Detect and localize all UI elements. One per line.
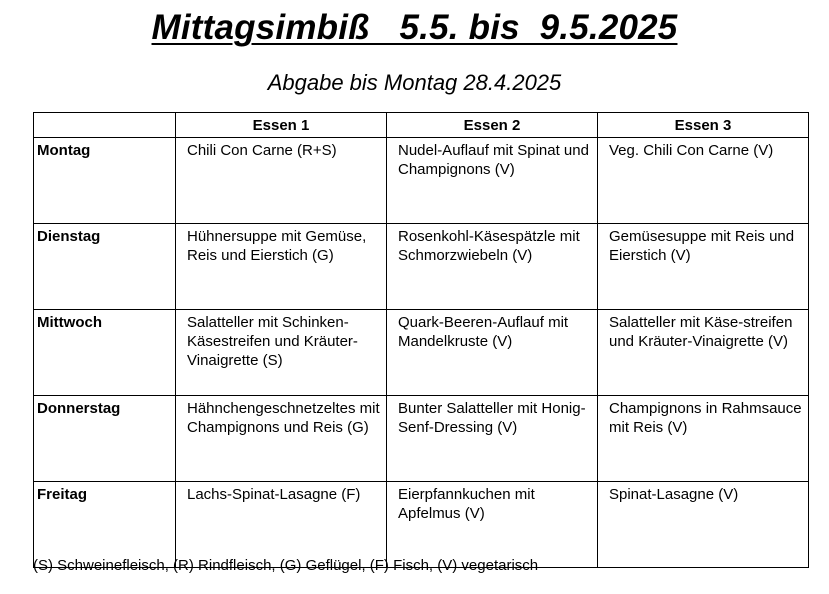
meal-cell: Nudel-Auflauf mit Spinat und Champignons (V) <box>387 138 598 224</box>
meal-cell: Spinat-Lasagne (V) <box>598 482 809 568</box>
menu-table <box>33 112 809 568</box>
meal-cell: Gemüsesuppe mit Reis und Eierstich (V) <box>598 224 809 310</box>
table-row-donnerstag <box>34 396 809 482</box>
meal-cell: Veg. Chili Con Carne (V) <box>598 138 809 224</box>
header-essen-1: Essen 1 <box>176 113 387 138</box>
meal-cell: Salatteller mit Käse-streifen und Kräuter-Vinaigrette (V) <box>598 310 809 396</box>
meal-cell: Bunter Salatteller mit Honig-Senf-Dressing (V) <box>387 396 598 482</box>
meal-cell: Eierpfannkuchen mit Apfelmus (V) <box>387 482 598 568</box>
page-title: Mittagsimbiß 5.5. bis 9.5.2025 <box>151 8 678 47</box>
meal-cell: Lachs-Spinat-Lasagne (F) <box>176 482 387 568</box>
table-row-montag <box>34 138 809 224</box>
header-essen-3: Essen 3 <box>598 113 809 138</box>
day-cell: Dienstag <box>34 224 176 310</box>
meal-cell: Quark-Beeren-Auflauf mit Mandelkruste (V) <box>387 310 598 396</box>
table-row-dienstag <box>34 224 809 310</box>
meal-cell: Hühnersuppe mit Gemüse, Reis und Eierstich (G) <box>176 224 387 310</box>
day-cell: Montag <box>34 138 176 224</box>
meal-cell: Hähnchengeschnetzeltes mit Champignons und Reis (G) <box>176 396 387 482</box>
day-cell: Freitag <box>34 482 176 568</box>
header-day <box>34 113 176 138</box>
legend-footnote: (S) Schweinefleisch, (R) Rindfleisch, (G) Geflügel, (F) Fisch, (V) vegetarisch <box>33 557 539 574</box>
deadline-subtitle: Abgabe bis Montag 28.4.2025 <box>267 70 562 95</box>
meal-cell: Chili Con Carne (R+S) <box>176 138 387 224</box>
table-row-mittwoch <box>34 310 809 396</box>
table-header-row <box>34 113 809 138</box>
meal-cell: Rosenkohl-Käsespätzle mit Schmorzwiebeln (V) <box>387 224 598 310</box>
meal-cell: Salatteller mit Schinken-Käsestreifen und Kräuter-Vinaigrette (S) <box>176 310 387 396</box>
table-row-freitag <box>34 482 809 568</box>
day-cell: Donnerstag <box>34 396 176 482</box>
header-essen-2: Essen 2 <box>387 113 598 138</box>
meal-cell: Champignons in Rahmsauce mit Reis (V) <box>598 396 809 482</box>
day-cell: Mittwoch <box>34 310 176 396</box>
